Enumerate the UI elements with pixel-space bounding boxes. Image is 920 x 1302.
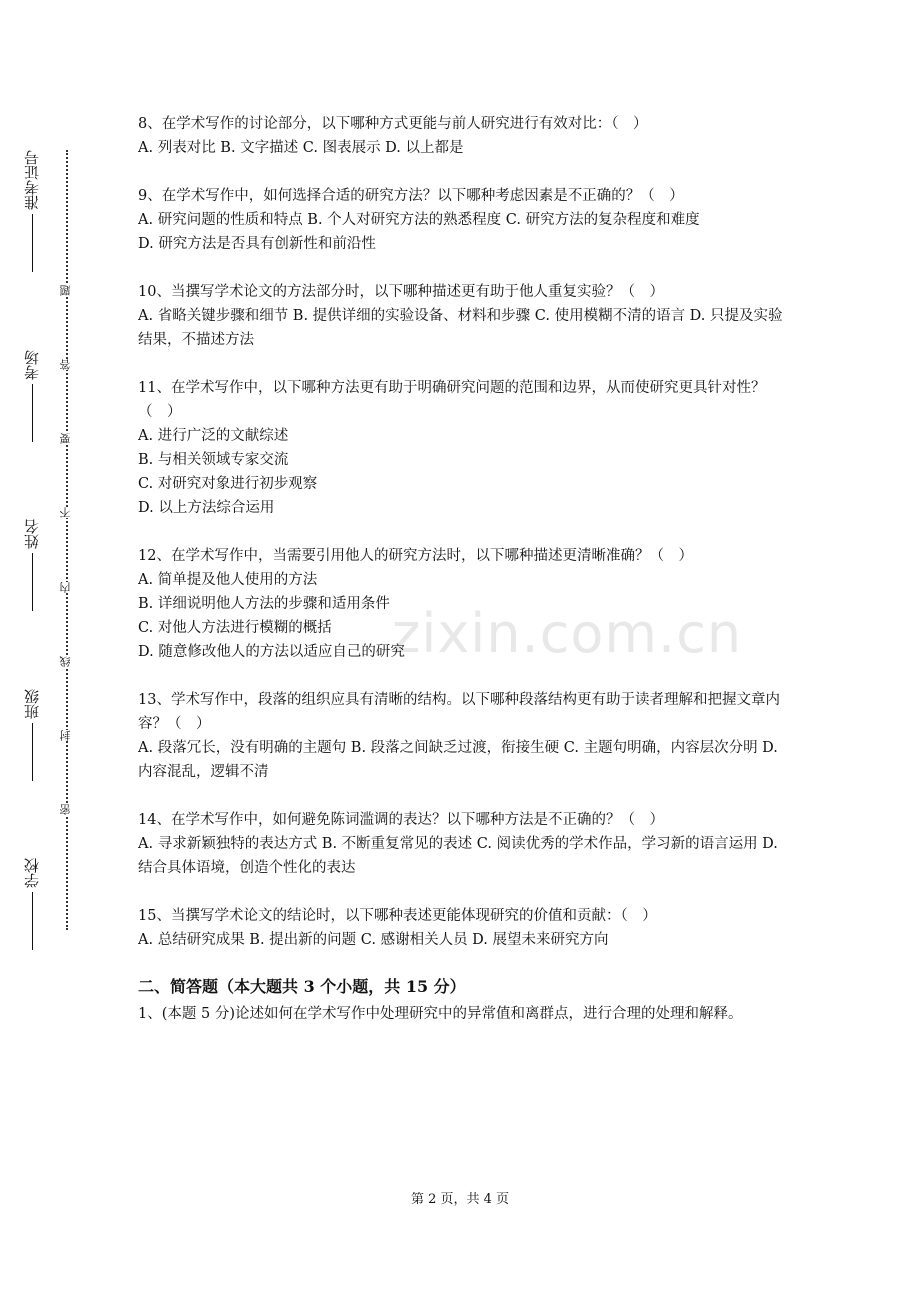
seal-char: 线 [59,655,72,667]
section-title: 二、简答题（本大题共 3 个小题，共 15 分） [138,977,466,996]
question-option-c: C. 对研究对象进行初步观察 [138,476,318,492]
question-options: A. 列表对比 B. 文字描述 C. 图表展示 D. 以上都是 [138,140,464,156]
question-stem: 13、学术写作中，段落的组织应具有清晰的结构。以下哪种段落结构更有助于读者理解和把握文章内容？（ ） [138,692,780,732]
watermark: zixin.com.cn [392,602,743,665]
question-stem: 9、在学术写作中，如何选择合适的研究方法？以下哪种考虑因素是不正确的？（ ） [138,188,684,204]
question-options: A. 总结研究成果 B. 提出新的问题 C. 感谢相关人员 D. 展望未来研究方向 [138,932,609,948]
question-option-a: A. 简单提及他人使用的方法 [138,572,318,588]
seal-char: 要 [59,433,72,445]
question-option-d: D. 以上方法综合运用 [138,500,275,516]
question-options: A. 段落冗长，没有明确的主题句 B. 段落之间缺乏过渡，衔接生硬 C. 主题句明确，内容层次分明 D. 内容混乱，逻辑不清 [138,740,778,780]
question-stem: 14、在学术写作中，如何避免陈词滥调的表达？以下哪种方法是不正确的？（ ） [138,812,664,828]
question-options: A. 省略关键步骤和细节 B. 提供详细的实验设备、材料和步骤 C. 使用模糊不清的语言 D. 只提及实验结果，不描述方法 [138,308,783,348]
seal-char: 不 [59,507,72,519]
question-option-a: A. 进行广泛的文献综述 [138,428,289,444]
field-name: 姓名 [21,519,42,611]
question-option-d: D. 随意修改他人的方法以适应自己的研究 [138,644,405,660]
question-options: D. 研究方法是否具有创新性和前沿性 [138,236,376,252]
field-exam-number: 准考证号 [21,150,42,272]
question-stem: 11、在学术写作中，以下哪种方法更有助于明确研究问题的范围和边界，从而使研究更具针对性？（ ） [138,380,766,420]
question-options: A. 研究问题的性质和特点 B. 个人对研究方法的熟悉程度 C. 研究方法的复杂程度和难度 [138,212,700,228]
question-10 [138,280,786,352]
field-school: 学校 [21,858,42,950]
seal-char: 密 [59,803,72,815]
question-9 [138,184,786,256]
question-option-c: C. 对他人方法进行模糊的概括 [138,620,332,636]
seal-char: 题 [59,285,72,296]
seal-text [58,285,74,815]
seal-char: 封 [59,729,72,741]
question-stem: 8、在学术写作的讨论部分，以下哪种方式更能与前人研究进行有效对比：（ ） [138,116,648,132]
page-footer: 第 2 页，共 4 页 [410,1192,510,1207]
seal-char: 答 [59,359,72,371]
question-8 [138,112,786,160]
field-exam-room: 考场 [21,350,42,442]
question-stem: 12、在学术写作中，当需要引用他人的研究方法时，以下哪种描述更清晰准确？（ ） [138,548,693,564]
question-options: A. 寻求新颖独特的表达方式 B. 不断重复常见的表述 C. 阅读优秀的学术作品，学习新的语言运用 D. 结合具体语境，创造个性化的表达 [138,836,778,876]
question-13 [138,688,786,784]
field-class: 班级 [21,689,42,781]
question-15 [138,904,786,952]
question-11 [138,376,786,520]
question-option-b: B. 详细说明他人方法的步骤和适用条件 [138,596,390,612]
seal-char: 内 [59,581,72,593]
exam-content [138,112,786,1026]
question-option-b: B. 与相关领域专家交流 [138,452,289,468]
question-stem: 15、当撰写学术论文的结论时，以下哪种表述更能体现研究的价值和贡献：（ ） [138,908,657,924]
short-answer-question-1: 1、(本题 5 分)论述如何在学术写作中处理研究中的异常值和离群点，进行合理的处理和解释。 [138,1006,743,1022]
question-14 [138,808,786,880]
question-12 [138,544,786,664]
question-stem: 10、当撰写学术论文的方法部分时，以下哪种描述更有助于他人重复实验？（ ） [138,284,664,300]
binding-fields [18,150,44,950]
